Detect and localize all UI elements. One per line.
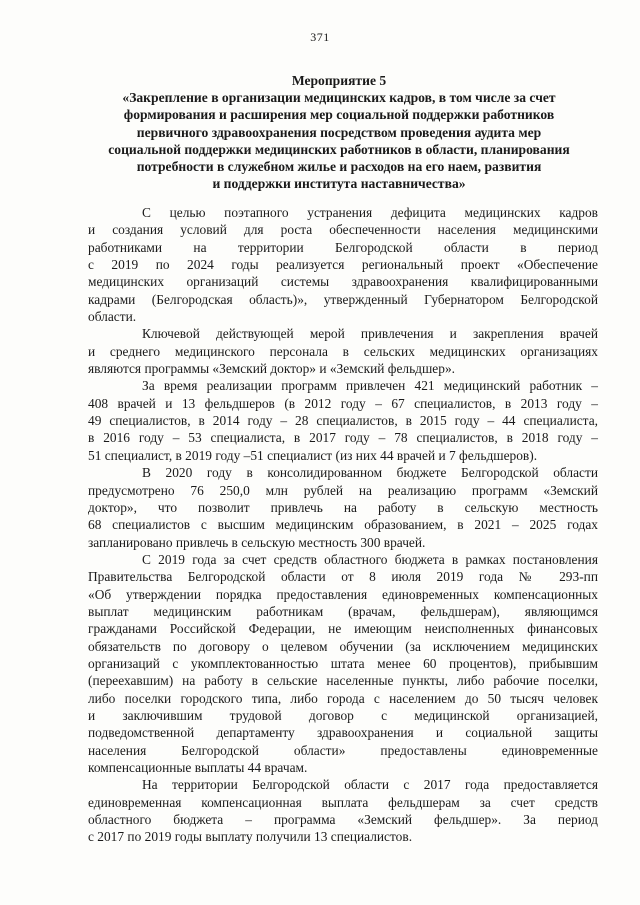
- text-line: населения Белгородской области» предоставлены единовременные: [88, 742, 598, 758]
- text-line: 68 специалистов с высшим медицинским образованием, в 2021 – 2025 годах: [88, 517, 598, 533]
- text-line: единовременная компенсационная выплата фельдшерам за счет средств: [88, 794, 598, 810]
- text-line: области.: [88, 309, 137, 325]
- text-line: с 2017 по 2019 годы выплату получили 13 специалистов.: [88, 829, 413, 845]
- paragraph: [88, 325, 598, 377]
- paragraph: [88, 551, 598, 776]
- text-line: (переехавшим) на работу в сельские населенные пункты, либо рабочие поселки,: [88, 673, 598, 689]
- heading-line: и поддержки института наставничества»: [212, 176, 466, 192]
- text-line: выплат медицинским работникам (врачам, фельдшерам), являющимся: [88, 603, 598, 619]
- heading-title: Мероприятие 5: [291, 73, 387, 88]
- text-line: кадрами (Белгородская область)», утвержденный Губернатором Белгородской: [88, 291, 598, 307]
- heading-line: первичного здравоохранения посредством проведения аудита мер: [136, 124, 542, 140]
- paragraph: [88, 377, 598, 464]
- text-line: областного бюджета – программа «Земский фельдшер». За период: [88, 812, 598, 828]
- text-line: и заключившим трудовой договор с медицинской организацией,: [88, 707, 598, 723]
- text-line: подведомственной департаменту здравоохранения и социальной защиты: [88, 725, 598, 741]
- paragraph: [88, 464, 598, 551]
- text-line: С целью поэтапного устранения дефицита медицинских кадров: [142, 205, 598, 220]
- heading-line: формирования и расширения мер социальной поддержки работников: [123, 107, 555, 123]
- heading-line: социальной поддержки медицинских работников в области, планирования: [108, 141, 570, 157]
- text-line: медицинских организаций системы здравоохранения квалифицированными: [88, 274, 598, 290]
- text-line: Ключевой действующей мерой привлечения и закрепления врачей: [142, 326, 598, 342]
- text-line: 408 врачей и 13 фельдшеров (в 2012 году – 67 специалистов, в 2013 году –: [88, 395, 598, 411]
- heading-line: «Закрепление в организации медицинских кадров, в том числе за счет: [122, 90, 556, 106]
- paragraph: [88, 204, 598, 325]
- text-line: обязательств по договору о целевом обучении (за исключением медицинских: [88, 638, 598, 654]
- page-number: 371: [310, 30, 330, 44]
- text-line: и среднего медицинского персонала в сельских медицинских организациях: [88, 343, 598, 359]
- text-line: Правительства Белгородской области от 8 июля 2019 года № 293-пп: [88, 569, 598, 585]
- text-line: гражданами Российской Федерации, не имеющим неисполненных финансовых: [88, 621, 598, 637]
- text-line: в 2016 году – 53 специалиста, в 2017 году – 78 специалистов, в 2018 году –: [88, 430, 598, 446]
- text-line: доктор», что позволит привлечь на работу в сельскую местность: [88, 499, 598, 515]
- heading-line: потребности в служебном жилье и расходов на его наем, развития: [136, 159, 542, 175]
- text-line: либо поселки городского типа, либо города с населением до 50 тысяч человек: [88, 690, 598, 706]
- text-line: В 2020 году в консолидированном бюджете Белгородской области: [142, 465, 598, 481]
- paragraph: [88, 776, 598, 845]
- text-line: За время реализации программ привлечен 421 медицинский работник –: [142, 378, 598, 394]
- text-line: являются программы «Земский доктор» и «Земский фельдшер».: [88, 361, 455, 377]
- text-line: 51 специалист, в 2019 году –51 специалист (из них 44 врачей и 7 фельдшеров).: [88, 447, 538, 463]
- text-line: На территории Белгородской области с 2017 года предоставляется: [142, 777, 598, 793]
- text-line: «Об утверждении порядка предоставления единовременных компенсационных: [88, 586, 598, 602]
- text-line: организаций с укомплектованностью штата менее 60 процентов), прибывшим: [88, 655, 598, 671]
- text-line: 49 специалистов, в 2014 году – 28 специалистов, в 2015 году – 44 специалиста,: [88, 413, 598, 429]
- text-line: запланировано привлечь в сельскую местность 300 врачей.: [88, 534, 426, 550]
- section-heading: [88, 72, 590, 192]
- body-text: [88, 204, 598, 846]
- text-line: работниками на территории Белгородской области в период: [88, 239, 598, 255]
- text-line: предусмотрено 76 250,0 млн рублей на реализацию программ «Земский: [88, 482, 598, 498]
- text-line: и создания условий для роста обеспеченности населения медицинскими: [88, 222, 598, 238]
- text-line: с 2019 по 2024 годы реализуется региональный проект «Обеспечение: [88, 257, 598, 273]
- text-line: С 2019 года за счет средств областного бюджета в рамках постановления: [142, 551, 598, 567]
- text-line: компенсационные выплаты 44 врачам.: [88, 760, 308, 775]
